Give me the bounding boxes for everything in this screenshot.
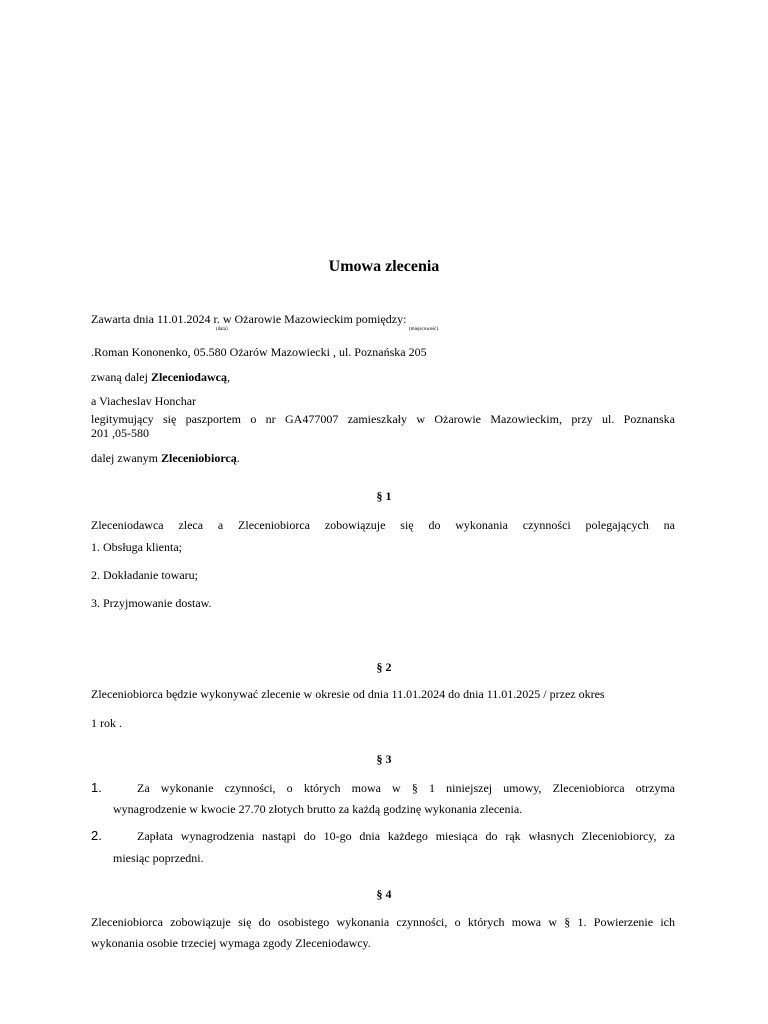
document-title: Umowa zlecenia	[328, 258, 440, 275]
section-1-item: 1. Obsługa klienta;	[91, 540, 182, 554]
contractor-called-suffix: .	[236, 451, 240, 465]
section-3-item-line: Zapłata wynagrodzenia nastąpi do 10-go dnia każdego miesiąca do rąk własnych Zleceniobiorcy, za	[137, 829, 675, 843]
section-3-item-number: 1.	[91, 780, 102, 795]
contractor-id-line: legitymujący się paszportem o nr GA477007 zamieszkały w Ożarowie Mazowieckim, przy ul. Poznanska	[91, 412, 675, 426]
date-hint: (data)	[216, 327, 228, 332]
section-1-item: 2. Dokładanie towaru;	[91, 568, 198, 582]
principal-called-suffix: ,	[226, 370, 230, 384]
principal-called-prefix: zwaną dalej	[91, 370, 151, 384]
principal-called	[91, 371, 230, 383]
contractor-called-prefix: dalej zwanym	[91, 451, 161, 465]
principal-role: Zleceniodawcą	[150, 370, 227, 384]
section-3-item-line: wynagrodzenie w kwocie 27.70 złotych brutto za każdą godzinę wykonania zlecenia.	[113, 802, 523, 816]
principal-line: .Roman Kononenko, 05.580 Ożarów Mazowiecki , ul. Poznańska 205	[91, 345, 427, 359]
contractor-called	[91, 452, 240, 464]
section-4-line: Zleceniobiorca zobowiązuje się do osobistego wykonania czynności, o których mowa w § 1. Powierzenie ich	[91, 915, 675, 929]
section-3-heading: § 3	[376, 752, 392, 766]
section-1-heading: § 1	[376, 489, 392, 503]
section-1-item: 3. Przyjmowanie dostaw.	[91, 596, 212, 610]
intro-line: Zawarta dnia 11.01.2024 r. w Ożarowie Mazowieckim pomiędzy:	[91, 312, 407, 326]
section-2-line: 1 rok .	[91, 716, 122, 730]
section-2-heading: § 2	[376, 660, 392, 674]
section-2-line: Zleceniobiorca będzie wykonywać zlecenie w okresie od dnia 11.01.2024 do dnia 11.01.2025 / przez okres	[91, 687, 605, 701]
contractor-address-line: 201 ,05-580	[91, 426, 149, 440]
section-3-item-number: 2.	[91, 828, 102, 843]
contractor-name-line: a Viacheslav Honchar	[91, 394, 197, 408]
section-4-line: wykonania osobie trzeciej wymaga zgody Zleceniodawcy.	[91, 936, 371, 950]
section-4-heading: § 4	[376, 887, 392, 901]
contractor-role: Zleceniobiorcą	[160, 451, 237, 465]
section-3-item-line: Za wykonanie czynności, o których mowa w § 1 niniejszej umowy, Zleceniobiorca otrzyma	[137, 781, 675, 795]
place-hint: (miejscowość)	[409, 327, 439, 332]
section-3-item-line: miesiąc poprzedni.	[113, 851, 204, 865]
section-1-text: Zleceniodawca zleca a Zleceniobiorca zobowiązuje się do wykonania czynności polegających na	[91, 518, 675, 532]
